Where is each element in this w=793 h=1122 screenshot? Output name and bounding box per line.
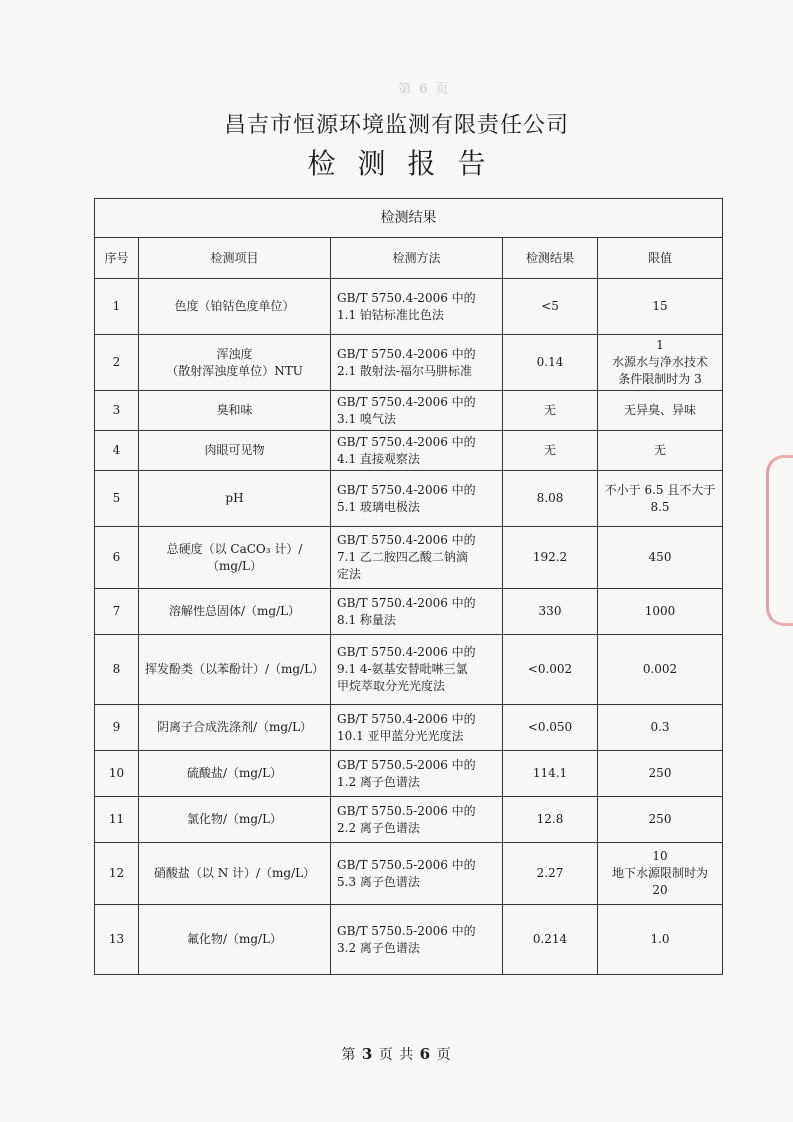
item-line: 浑浊度 [216,346,253,361]
cell-item [139,905,331,975]
cell-method [331,705,503,751]
cell-item [139,589,331,635]
cell-limit [598,705,723,751]
cell-item [139,471,331,527]
table-row [95,431,723,471]
method-line: 3.1 嗅气法 [337,411,396,426]
header-result: 检测结果 [503,238,598,279]
footer-total-pages: 6 [419,1045,432,1063]
limit-line: 450 [648,550,672,564]
cell-item [139,279,331,335]
cell-limit [598,905,723,975]
cell-limit [598,635,723,705]
cell-result: 0.214 [503,905,598,975]
method-line: 2.2 离子色谱法 [337,820,420,835]
cell-method [331,471,503,527]
cell-result: 192.2 [503,527,598,589]
item-line: 臭和味 [216,403,253,417]
cell-limit [598,391,723,431]
cell-result: <5 [503,279,598,335]
cell-no: 1 [95,279,139,335]
method-line: GB/T 5750.4-2006 中的 [337,645,476,659]
limit-line: 15 [652,299,668,313]
method-line: 8.1 称量法 [337,612,396,627]
cell-method [331,527,503,589]
cell-item [139,797,331,843]
method-line: GB/T 5750.5-2006 中的 [337,757,476,772]
item-line: 阴离子合成洗涤剂/（mg/L） [156,720,313,734]
table-caption: 检测结果 [95,199,723,238]
item-line: 色度（铂钴色度单位） [174,299,295,313]
cell-result: 无 [503,391,598,431]
limit-line: 0.002 [642,662,678,676]
cell-limit [598,431,723,471]
cell-method [331,635,503,705]
limit-line: 20 [652,883,668,897]
cell-method [331,589,503,635]
method-line: 4.1 直接观察法 [337,451,420,466]
table-row [95,843,723,905]
table-row [95,335,723,391]
method-line: 3.2 离子色谱法 [337,940,420,955]
cell-no: 7 [95,589,139,635]
cell-limit [598,797,723,843]
method-line: 5.1 玻璃电极法 [337,499,420,514]
method-line: GB/T 5750.4-2006 中的 [337,434,476,449]
cell-limit [598,843,723,905]
limit-line: 10 [652,849,668,863]
item-line: 硝酸盐（以 N 计）/（mg/L） [153,866,316,880]
item-line: 氟化物/（mg/L） [186,932,283,946]
cell-no: 4 [95,431,139,471]
cell-method [331,431,503,471]
method-line: GB/T 5750.4-2006 中的 [337,482,476,497]
report-title: 检测报告 [307,147,508,180]
method-line: GB/T 5750.4-2006 中的 [337,290,476,305]
method-line: GB/T 5750.5-2006 中的 [337,923,476,938]
header-item: 检测项目 [139,238,331,279]
limit-line: 250 [648,812,672,826]
method-line: GB/T 5750.4-2006 中的 [337,711,476,726]
footer-prefix: 第 [341,1047,357,1063]
limit-line: 无异臭、异味 [623,403,696,417]
method-line: 2.1 散射法-福尔马肼标准 [337,363,472,378]
header-method: 检测方法 [331,238,503,279]
limit-line: 条件限制时为 3 [618,372,702,386]
cell-result: 8.08 [503,471,598,527]
cell-no: 8 [95,635,139,705]
cell-result: 114.1 [503,751,598,797]
item-line: 硫酸盐/（mg/L） [186,766,283,780]
results-table [94,198,723,975]
limit-line: 水源水与净水技术 [611,355,708,369]
method-line: 7.1 乙二胺四乙酸二钠滴 [337,550,468,564]
cell-limit [598,279,723,335]
limit-line: 1000 [644,604,676,618]
table-row [95,751,723,797]
cell-item [139,751,331,797]
cell-no: 10 [95,751,139,797]
method-line: GB/T 5750.4-2006 中的 [337,346,476,361]
cell-no: 12 [95,843,139,905]
red-seal-stamp [766,455,793,626]
cell-method [331,279,503,335]
method-line: 10.1 亚甲蓝分光光度法 [337,728,464,743]
method-line: GB/T 5750.4-2006 中的 [337,533,476,547]
method-line: 1.1 铂钴标准比色法 [337,307,444,322]
cell-method [331,335,503,391]
header-limit: 限值 [598,238,723,279]
cell-no: 5 [95,471,139,527]
cell-no: 2 [95,335,139,391]
table-row [95,391,723,431]
header-no: 序号 [95,238,139,279]
footer-mid: 页 共 [378,1047,415,1063]
cell-result: <0.050 [503,705,598,751]
cell-method [331,391,503,431]
item-line: （散射浑浊度单位）NTU [166,363,303,378]
limit-line: 地下水源限制时为 [611,866,708,880]
cell-limit [598,335,723,391]
table-row [95,589,723,635]
cell-limit [598,527,723,589]
cell-limit [598,589,723,635]
method-line: GB/T 5750.4-2006 中的 [337,595,476,610]
cell-item [139,527,331,589]
table-row [95,905,723,975]
item-line: 肉眼可见物 [204,443,265,457]
cell-no: 3 [95,391,139,431]
cell-limit [598,471,723,527]
limit-line: 不小于 6.5 且不大于 [604,482,716,497]
cell-item [139,391,331,431]
method-line: 5.3 离子色谱法 [337,874,420,889]
limit-line: 0.3 [650,720,670,734]
table-row [95,705,723,751]
cell-method [331,905,503,975]
method-line: GB/T 5750.5-2006 中的 [337,803,476,818]
cell-method [331,751,503,797]
cell-no: 6 [95,527,139,589]
method-line: 甲烷萃取分光光度法 [337,679,446,693]
cell-method [331,843,503,905]
cell-no: 13 [95,905,139,975]
cell-item [139,431,331,471]
limit-line: 8.5 [650,499,670,514]
cell-result: 12.8 [503,797,598,843]
bleed-through-text: 第 6 页 [398,82,451,97]
limit-line: 1.0 [650,932,670,946]
item-line: pH [225,491,244,505]
method-line: GB/T 5750.4-2006 中的 [337,394,476,409]
method-line: 定法 [337,567,362,581]
table-row [95,471,723,527]
cell-item [139,705,331,751]
limit-line: 1 [656,338,664,352]
item-line: 总硬度（以 CaCO₃ 计）/（mg/L） [166,541,303,573]
item-line: 挥发酚类（以苯酚计）/（mg/L） [144,662,325,676]
table-row [95,527,723,589]
footer-suffix: 页 [436,1047,452,1063]
cell-limit [598,751,723,797]
company-name: 昌吉市恒源环境监测有限责任公司 [223,113,569,138]
table-row [95,635,723,705]
cell-method [331,797,503,843]
cell-result: 330 [503,589,598,635]
cell-no: 11 [95,797,139,843]
limit-line: 250 [648,766,672,780]
cell-no: 9 [95,705,139,751]
limit-line: 无 [653,443,666,457]
footer-page-number: 3 [361,1045,374,1063]
item-line: 氯化物/（mg/L） [186,812,283,826]
table-row [95,279,723,335]
cell-item [139,335,331,391]
cell-item [139,635,331,705]
method-line: GB/T 5750.5-2006 中的 [337,857,476,872]
cell-result: 2.27 [503,843,598,905]
table-row [95,797,723,843]
method-line: 9.1 4-氨基安替吡啉三氯 [337,662,468,676]
cell-result: 0.14 [503,335,598,391]
cell-result: 无 [503,431,598,471]
cell-result: <0.002 [503,635,598,705]
item-line: 溶解性总固体/（mg/L） [168,604,301,618]
method-line: 1.2 离子色谱法 [337,774,420,789]
cell-item [139,843,331,905]
page-footer [0,1044,793,1064]
